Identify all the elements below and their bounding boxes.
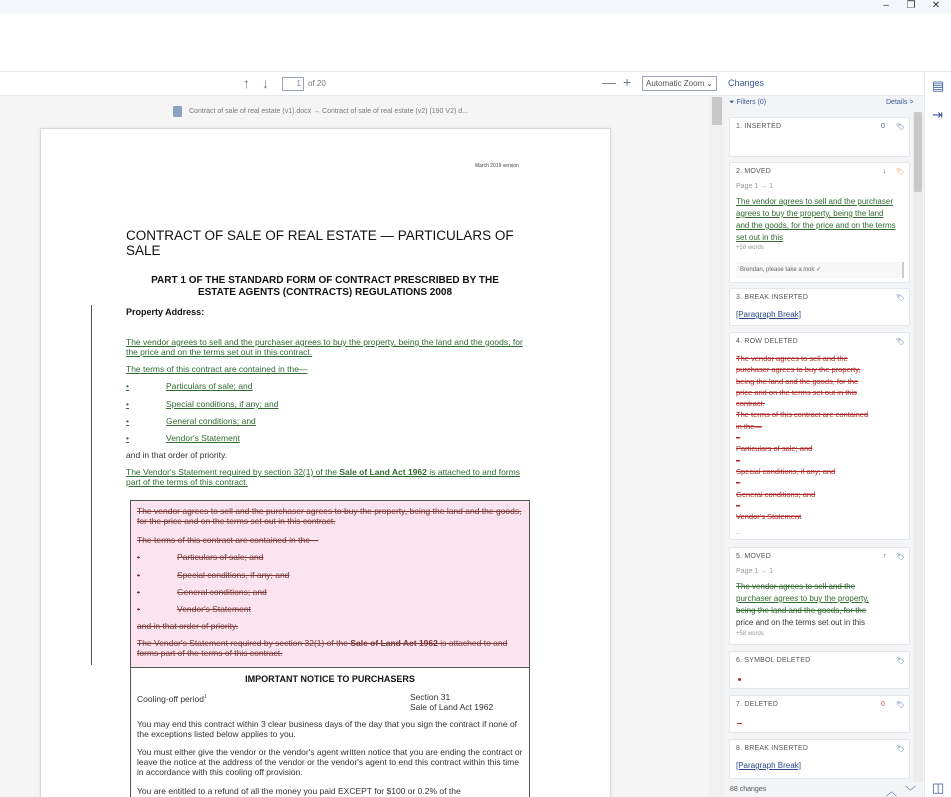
- notice-title: IMPORTANT NOTICE TO PURCHASERS: [245, 674, 415, 684]
- moved-deleted-line: The vendor agrees to sell and the: [736, 582, 856, 591]
- zoom-in-button[interactable]: +: [623, 74, 632, 90]
- comment-count: 0: [881, 701, 885, 708]
- deleted-line: The vendor agrees to sell and the: [736, 354, 848, 363]
- moved-plain-line: price and on the terms set out in this: [736, 618, 865, 627]
- cooling-off-label: [137, 692, 207, 704]
- bullet-1-marker: •: [126, 381, 129, 391]
- notice-paragraph-3: You are entitled to a refund of all the money you paid EXCEPT for $100 or 0.2% of the: [137, 786, 461, 796]
- cooling-off-footnote: 1: [203, 694, 207, 700]
- tag-icon[interactable]: 🏷: [896, 658, 905, 665]
- order-text: and in that order of priority.: [126, 450, 227, 460]
- deleted-bullet-1-marker: •: [137, 552, 140, 562]
- zoom-select[interactable]: [642, 76, 717, 91]
- changes-panel-title: Changes: [728, 78, 765, 88]
- chevron-up-icon[interactable]: ︿: [886, 786, 897, 797]
- deleted-bullet-1: Particulars of sale; and: [177, 552, 264, 562]
- title-bar: [0, 0, 951, 14]
- tag-icon[interactable]: 🏷: [896, 124, 905, 131]
- inserted-paragraph-3: [126, 467, 526, 487]
- document-title: CONTRACT OF SALE OF REAL ESTATE — PARTICULARS OF SALE: [126, 228, 514, 258]
- deleted-line: –: [736, 478, 741, 488]
- more-words: +58 words: [736, 245, 764, 251]
- ins-para3-c: is attached to and forms part of the terms of this contract.: [126, 467, 520, 487]
- change-card-title: 6. SYMBOL DELETED: [736, 657, 811, 664]
- page-move-label: Page 1 → 1: [736, 183, 773, 190]
- arrow-up-icon[interactable]: ↑: [883, 553, 887, 560]
- deleted-line: –: [736, 433, 741, 443]
- deleted-bullet-2: Special conditions, if any; and: [177, 570, 290, 580]
- filter-icon: ⏷: [729, 99, 737, 106]
- deleted-line: being the land and the goods, for the: [736, 376, 859, 386]
- page-count: of 20: [308, 79, 326, 88]
- deleted-line: purchaser agrees to buy the property,: [736, 365, 861, 375]
- bullet-3: General conditions; and: [166, 416, 256, 426]
- panel-scrollbar[interactable]: [913, 112, 923, 782]
- version-label: March 2019 version: [475, 163, 519, 169]
- change-card-title: 3. BREAK INSERTED: [736, 294, 809, 301]
- bullet-4-marker: •: [126, 433, 129, 443]
- change-card-2[interactable]: [729, 162, 910, 283]
- deleted-row-lines: [736, 353, 896, 522]
- more-words: +58 words: [736, 631, 764, 637]
- viewer-toolbar: [0, 72, 924, 96]
- deleted-line: –: [736, 500, 741, 510]
- tag-icon[interactable]: 🏷: [896, 295, 905, 302]
- deleted-bullet-4: Vendor's Statement: [177, 604, 251, 614]
- deleted-text-marker: [737, 723, 742, 724]
- comment-bubble[interactable]: Brendan, please take a look ✓: [736, 262, 904, 278]
- previous-page-icon[interactable]: ↑: [243, 75, 250, 91]
- cooling-off-text: Cooling-off period: [137, 693, 204, 704]
- inserted-paragraph-1: The vendor agrees to sell and the purchaser agrees to buy the property, being the land and the goods, for the price and on the terms set out in this contract.: [126, 337, 523, 357]
- ellipsis: ...: [736, 530, 742, 536]
- change-card-8[interactable]: [729, 739, 910, 779]
- deleted-line: –: [736, 455, 741, 465]
- deleted-line: price and on the terms set out in this: [736, 387, 857, 397]
- chevron-down-icon: ⌄: [706, 79, 713, 88]
- deleted-symbol-marker: [738, 678, 741, 681]
- section-label: Section 31: [410, 692, 451, 702]
- paragraph-break-link[interactable]: [Paragraph Break]: [736, 310, 801, 319]
- deleted-line: in the—: [736, 421, 762, 431]
- moved-text: The vendor agrees to sell and the purchaser agrees to buy the property, being the land and the goods, for the price and on the terms set out in this: [736, 197, 896, 242]
- change-card-1[interactable]: [729, 117, 910, 157]
- property-address-label: Property Address:: [126, 307, 205, 317]
- deleted-bullet-4-marker: •: [137, 604, 140, 614]
- change-card-title: 4. ROW DELETED: [736, 338, 798, 345]
- bullet-2-marker: •: [126, 399, 129, 409]
- top-area: [0, 14, 951, 72]
- bullet-4: Vendor's Statement: [166, 433, 240, 443]
- arrow-down-icon[interactable]: ↓: [883, 168, 887, 175]
- minimize-button[interactable]: –: [883, 0, 889, 11]
- notice-paragraph-2: You must either give the vendor or the vendor's agent written notice that you are ending the contract or leave the notice at the address of the vendor or the vendor's agent to end this contract within this time in accordance with this cooling off provision.: [137, 747, 523, 777]
- document-scrollbar-thumb[interactable]: [712, 97, 722, 125]
- zoom-out-button[interactable]: —: [602, 74, 616, 90]
- del-para3-c: is attached to and forms part of the terms of this contract.: [137, 638, 508, 658]
- deleted-line: Special conditions, if any; and: [736, 466, 836, 476]
- deleted-bullet-2-marker: •: [137, 570, 140, 580]
- page-number-input[interactable]: 1: [282, 77, 304, 91]
- change-card-4[interactable]: [729, 332, 910, 540]
- compare-document-icon[interactable]: ▤: [932, 78, 945, 93]
- filters-label: Filters (0): [736, 99, 767, 106]
- change-card-6[interactable]: [729, 651, 910, 689]
- deleted-paragraph-3: [137, 638, 525, 658]
- del-para3-a: The Vendor's Statement required by section 32(1) of the: [137, 638, 351, 648]
- bullet-2: Special conditions, if any; and: [166, 399, 279, 409]
- next-page-icon[interactable]: ↓: [262, 75, 269, 91]
- deleted-bullet-3: General conditions; and: [177, 587, 267, 597]
- part-title: PART 1 OF THE STANDARD FORM OF CONTRACT PRESCRIBED BY THE ESTATE AGENTS (CONTRACTS) REGULATIONS 2008: [151, 275, 499, 298]
- deleted-order-text: and in that order of priority.: [137, 621, 238, 631]
- tag-icon[interactable]: 🏷: [896, 169, 905, 176]
- change-card-title: 2. MOVED: [736, 168, 772, 175]
- change-card-5[interactable]: [729, 547, 910, 645]
- moved-deleted-line: being the land and the goods, for the: [736, 606, 867, 615]
- tag-icon[interactable]: 🏷: [896, 702, 905, 709]
- notice-paragraph-1: You may end this contract within 3 clear business days of the day that you sign the contract if none of the exceptions listed below applies to you.: [137, 719, 518, 739]
- deleted-line: Vendor's Statement: [736, 512, 802, 522]
- filters-button[interactable]: [729, 99, 766, 107]
- deleted-paragraph-2: The terms of this contract are contained in the—: [137, 535, 319, 545]
- page-move-label: Page 1 → 1: [736, 568, 773, 575]
- inserted-paragraph-2: The terms of this contract are contained in the—: [126, 364, 308, 374]
- deleted-line: Particulars of sale; and: [736, 444, 813, 454]
- deleted-line: General conditions; and: [736, 489, 816, 499]
- panel-toggle-icon[interactable]: ◫: [932, 780, 945, 795]
- deleted-bullet-3-marker: •: [137, 587, 140, 597]
- details-button[interactable]: Details >: [886, 99, 914, 106]
- ins-para3-act: Sale of Land Act 1962: [339, 467, 427, 477]
- change-card-title: 1. INSERTED: [736, 123, 782, 130]
- comment-count: 0: [881, 123, 885, 130]
- act-label: Sale of Land Act 1962: [410, 702, 494, 712]
- change-card-title: 8. BREAK INSERTED: [736, 745, 809, 752]
- change-card-3[interactable]: [729, 288, 910, 326]
- ins-para3-a: The Vendor's Statement required by section 32(1) of the: [126, 467, 340, 477]
- document-scrollbar[interactable]: [710, 96, 724, 797]
- del-para3-act: Sale of Land Act 1962: [350, 638, 438, 648]
- restore-button[interactable]: ❐: [906, 0, 916, 11]
- comparison-filename: Contract of sale of real estate (v1).docx → Contract of sale of real estate (v2) (190 V2) d...: [189, 108, 468, 115]
- tag-icon[interactable]: 🏷: [896, 339, 905, 346]
- right-sidebar: [924, 72, 951, 797]
- tag-icon[interactable]: 🏷: [896, 554, 905, 561]
- close-button[interactable]: ✕: [931, 0, 941, 11]
- moved-text: [736, 581, 896, 629]
- file-icon: [173, 106, 182, 117]
- bullet-3-marker: •: [126, 416, 129, 426]
- change-card-title: 5. MOVED: [736, 553, 772, 560]
- moved-inserted-line: purchaser agrees to buy the property,: [736, 594, 869, 603]
- changes-count: 88 changes: [730, 786, 767, 793]
- change-card-title: 7. DELETED: [736, 701, 779, 708]
- deleted-line: contract.: [736, 399, 765, 409]
- change-bar: [91, 305, 92, 665]
- zoom-select-value: Automatic Zoom: [646, 79, 705, 88]
- deleted-paragraph-1: The vendor agrees to sell and the purchaser agrees to buy the property, being the land and the goods, for the price and on the terms set out in this contract.: [137, 506, 522, 526]
- panel-scrollbar-thumb[interactable]: [914, 112, 922, 192]
- tag-icon[interactable]: 🏷: [896, 746, 905, 753]
- paragraph-break-link[interactable]: [Paragraph Break]: [736, 761, 801, 770]
- change-card-7[interactable]: [729, 695, 910, 733]
- export-icon[interactable]: ⇥: [932, 107, 943, 122]
- bullet-1: Particulars of sale; and: [166, 381, 253, 391]
- chevron-down-icon[interactable]: ﹀: [905, 786, 916, 797]
- deleted-line: The terms of this contract are contained: [736, 410, 869, 420]
